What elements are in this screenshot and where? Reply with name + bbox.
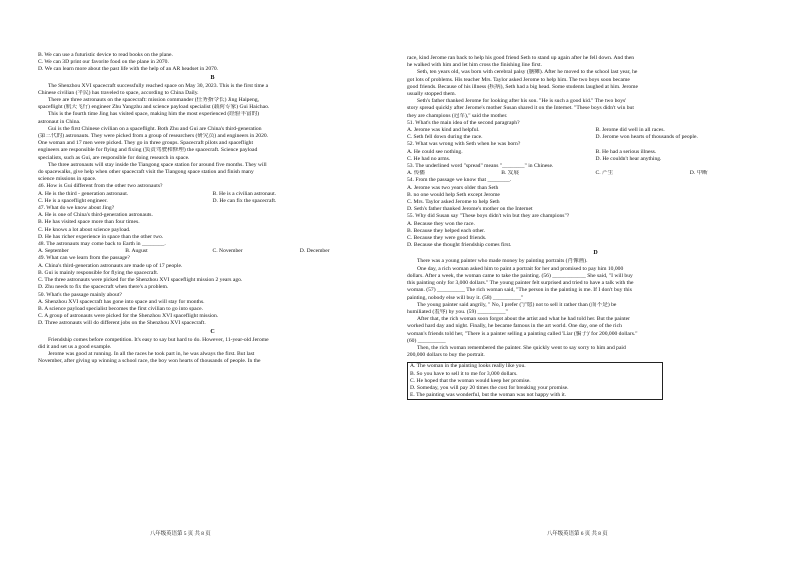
left-top-options: [38, 52, 387, 74]
passage-line: science missions in space.: [38, 176, 97, 183]
box-option: C. He hoped that the woman would keep her promise.: [410, 377, 531, 384]
passage-line: 200,000 dollars to buy the portrait.: [407, 352, 485, 359]
page-right: [397, 0, 794, 561]
answer-option: C. The three astronauts were picked for the Shenzhou XVI spaceflight mission 2 years ago.: [38, 277, 243, 284]
option-row: [38, 198, 387, 205]
answer-option: D. He has richer experience in space than the other two.: [38, 233, 164, 240]
passage-line: race, kind Jerome ran back to help his good friend Seth to stand up again after he fell down. And then: [407, 55, 635, 61]
answer-option: A. 传播: [407, 170, 426, 177]
passage-line: There are three astronauts on the spacecraft: mission commander (任务指令长) Jing Haipeng,: [48, 97, 259, 104]
answer-option: D. December: [299, 248, 330, 255]
answer-option: C. He is a spaceflight engineer.: [38, 197, 108, 204]
passage-line: usually stopped them.: [407, 91, 456, 98]
option-row: [38, 284, 387, 291]
passage-b: [38, 83, 387, 184]
passage-line: The three astronauts will stay inside the Tiangong space station for around five months. They will: [48, 161, 267, 168]
box-option: B. So you have to sell it to me for 3,000 dollars.: [410, 370, 518, 377]
option-row: [407, 192, 784, 199]
option-row: [38, 306, 387, 313]
option-row: [38, 299, 387, 306]
passage-c: [38, 337, 387, 366]
option-row: [407, 199, 784, 206]
passage-line: Gui is the first Chinese civilian on a spaceflight. Both Zhu and Gui are China's third-generation: [48, 125, 262, 132]
answer-option: A. Shenzhou XVI spacecraft has gone into space and will stay for months.: [38, 298, 205, 305]
answer-option: B. Gui is mainly responsible for flying the spacecraft.: [38, 269, 159, 276]
option-row: [407, 185, 784, 192]
question-stem: 54. From the passage we know that ________.: [407, 177, 512, 184]
passage-line: he walked with him and let him cross the finishing line first.: [407, 62, 542, 69]
passage-line: spaceflight (航天飞行) engineer Zhu Yangzhu and science payload specialist (载荷专家) Gui Haichao.: [38, 104, 270, 111]
passage-c-continued: [407, 55, 784, 120]
passage-line: There was a young painter who made money by painting portraits (肖像画).: [417, 258, 588, 265]
answer-option: A. Jerome was kind and helpful.: [407, 127, 480, 134]
questions-51-55: [407, 120, 784, 250]
passage-line: good friends. Because of his illness (疾病), Seth had a big head. Some students laughed at him. Jerome: [407, 83, 639, 90]
option-row: [38, 313, 387, 320]
passage-line: Friendship comes before competition. It's easy to say but hard to do. However, 11-year-old Jerome: [48, 336, 269, 343]
page-footer-right: 八年级英语第 6 页 共 8 页: [547, 531, 608, 537]
passage-line: painting, nobody else will buy it. (58) __________": [407, 294, 524, 301]
answer-option: C. November: [212, 248, 243, 255]
answer-option: C. He knows a lot about science payload.: [38, 226, 131, 233]
passage-line: Chinese civilian (平民) has traveled to space, according to China Daily.: [38, 89, 199, 96]
answer-option: C. Seth fell down during the race.: [407, 134, 483, 141]
question-stem: 48. The astronauts may come back to Earth in ________.: [38, 241, 166, 248]
option-row: [38, 234, 387, 241]
answer-option: D. Because she thought friendship comes first.: [407, 242, 512, 249]
passage-line: The young painter said angrily, " No, I prefer (宁愿) not to sell it rather than (而不是) be: [417, 301, 617, 308]
answer-option: D. He can fix the spacecraft.: [212, 197, 277, 204]
passage-line: dollars. After a week, the woman came to take the painting. (56) ____________ She said, "I will buy: [407, 272, 633, 279]
passage-line: engineers are responsible for flying and fixing (负责驾驶和修理) the spacecraft. Science payload: [38, 147, 258, 154]
option-row: [407, 156, 784, 163]
option-row: [407, 221, 784, 228]
answer-option: D. Three astronauts will do different jobs on the Shenzhou XVI spacecraft.: [38, 320, 206, 327]
question-stem: 49. What can we learn from the passage?: [38, 255, 130, 262]
answer-option: A. He is the third - generation astronaut.: [38, 190, 129, 197]
option-row: [407, 134, 784, 141]
passage-line: One woman and 17 men were picked. They go in three groups. Spacecraft pilots and spaceflight: [38, 140, 254, 147]
answer-option: B. He had a serious illness.: [595, 148, 657, 155]
passage-line: Jerome was good at running. In all the races he took part in, he was always the first. But last: [48, 350, 255, 357]
answer-option: B. Because they helped each other.: [407, 227, 486, 234]
option-row: [407, 170, 784, 177]
answer-option: D. 中断: [689, 170, 708, 177]
option-row: [407, 206, 784, 213]
passage-line: After that, the rich woman soon forgot about the artist and what he had told her. But the painter: [417, 316, 631, 323]
questions-46-50: [38, 183, 387, 327]
answer-option: D. He couldn't hear anything.: [595, 155, 662, 162]
answer-option: C. Because they were good friends.: [407, 235, 487, 242]
answer-option: B. A science payload specialist becomes the first civilian to go into space.: [38, 305, 203, 312]
box-option: E. The painting was wonderful, but the woman was not happy with it.: [410, 392, 567, 399]
page-footer-left: 八年级英语第 5 页 共 8 页: [150, 531, 211, 537]
passage-line: this painting only for 3,000 dollars." The young painter felt surprised and tried to have a talk with the: [407, 280, 634, 287]
section-d-heading: D: [593, 250, 598, 257]
box-option: D. Someday, you will pay 20 times the cost for breaking your promise.: [410, 384, 569, 391]
answer-option: D. Seth's father thanked Jerome's mother on the Internet: [407, 206, 533, 213]
passage-line: humiliated (羞辱) by you. (59) __________": [407, 308, 508, 315]
question-stem: 50. What's the passage mainly about?: [38, 291, 122, 298]
answer-option: A. September: [38, 248, 69, 255]
option-row: [407, 149, 784, 156]
passage-line: (第三代的) astronauts. They were picked from a group of researchers (研究员) and engineers in 2020.: [38, 133, 269, 140]
passage-line: Seth, ten years old, was born with cerebral palsy (脑瘫). After he moved to the school last year, he: [417, 69, 638, 76]
option-row: [407, 242, 784, 249]
answer-option: C. He had no arms.: [407, 155, 451, 162]
answer-option: C. A group of astronauts were picked for the Shenzhou XVI spaceflight mission.: [38, 313, 219, 320]
passage-line: did it and set us a good example.: [38, 343, 112, 350]
question-stem: 47. What do we know about Jing?: [38, 205, 115, 212]
answer-option: A. He could see nothing.: [407, 148, 463, 155]
box-option: A. The woman in the painting looks really like you.: [410, 363, 526, 370]
passage-line: One day, a rich woman asked him to paint a portrait for her and promised to pay him 10,000: [417, 265, 624, 272]
answer-option: A. He is one of China's third-generation astronauts.: [38, 212, 153, 219]
answer-option: B. August: [125, 248, 148, 255]
answer-option: B. Jerome did well in all races.: [595, 127, 665, 134]
answer-option: C. Mrs. Taylor asked Jerome to help Seth: [407, 199, 500, 206]
passage-line: story spread quickly after Jerome's mother Susan shared it on the Internet. "These boys didn't win but: [407, 105, 634, 112]
passage-line: worked hard day and night. Finally, he became famous in the art world. One day, one of the rich: [407, 323, 622, 330]
passage-line: specialists, such as Gui, are responsible for doing research in space.: [38, 154, 190, 161]
passage-line: do spacewalks, give help when other spacecraft visit the Tiangong space station and finish many: [38, 169, 254, 176]
option-row: [407, 127, 784, 134]
question-stem: 46. How is Gui different from the other two astronauts?: [38, 183, 163, 190]
option-line: C. We can 3D print our favorite food on the plane in 2070.: [38, 59, 169, 66]
option-row: [38, 191, 387, 198]
answer-option: B. 发展: [501, 170, 519, 177]
question-stem: 55. Why did Susan say "These boys didn't win but they are champions"?: [407, 213, 570, 220]
passage-line: astronaut in China.: [38, 118, 81, 125]
passage-line: Then, the rich woman remembered the painter. She quickly went to say sorry to him and paid: [417, 344, 626, 351]
question-stem: 53. The underlined word "spread" means "________" in Chinese.: [407, 163, 554, 170]
answer-option: A. China's third-generation astronauts are made up of 17 people.: [38, 262, 183, 269]
option-row: [407, 228, 784, 235]
passage-line: This is the fourth time Jing has visited space, making him the most experienced (经验丰富的): [48, 111, 260, 118]
passage-line: got lots of problems. His teacher Mrs. Taylor asked Jerome to help him. The two boys soon became: [407, 76, 630, 83]
option-row: [38, 277, 387, 284]
answer-option: D. Jerome won hearts of thousands of people.: [595, 134, 698, 141]
option-row: [38, 212, 387, 219]
passage-line: (60) __________: [407, 337, 446, 344]
option-row: [38, 227, 387, 234]
answer-option: C. 产生: [595, 170, 614, 177]
answer-option: D. Zhu needs to fix the spacecraft when there's a problem.: [38, 284, 169, 291]
passage-d: [407, 258, 784, 359]
option-line: D. We can learn more about the past life with the help of an AR headset in 2070.: [38, 66, 219, 73]
passage-line: November, after giving up winning a school race, the boy won hearts of thousands of people. In the: [38, 358, 261, 365]
answer-option: A. Because they won the race.: [407, 220, 475, 227]
question-stem: 51. What's the main idea of the second paragraph?: [407, 119, 520, 126]
option-row: [38, 270, 387, 277]
options-box: [407, 362, 663, 400]
passage-line: woman's friends told her, "There is a painter selling a painting called 'Liar (骗子)' for 200,000 dollars.": [407, 330, 638, 337]
section-c-heading: C: [210, 328, 215, 335]
option-row: [38, 263, 387, 270]
answer-option: A. Jerome was two years older than Seth: [407, 184, 499, 191]
answer-option: B. no one would help Seth except Jerome: [407, 191, 500, 198]
option-row: [407, 235, 784, 242]
option-row: [38, 248, 387, 255]
section-b-heading: B: [210, 74, 215, 81]
passage-line: The Shenzhou XVI spacecraft successfully reached space on May 30, 2023. This is the first time a: [48, 82, 269, 89]
passage-line: they are champions (冠军)," said the mother.: [407, 112, 508, 119]
answer-option: B. He has visited space more than four times.: [38, 219, 140, 226]
question-stem: 52. What was wrong with Seth when he was born?: [407, 141, 521, 148]
answer-option: B. He is a civilian astronaut.: [212, 190, 277, 197]
option-row: [38, 219, 387, 226]
option-row: [38, 320, 387, 327]
passage-line: Seth's father thanked Jerome for looking after his son. "He is such a good kid." The two boys': [417, 98, 627, 105]
option-line: B. We can use a futuristic device to read books on the plane.: [38, 52, 173, 58]
passage-line: woman. (57) __________ The rich woman said, "The person in the painting is me. If I don't buy this: [407, 287, 632, 294]
